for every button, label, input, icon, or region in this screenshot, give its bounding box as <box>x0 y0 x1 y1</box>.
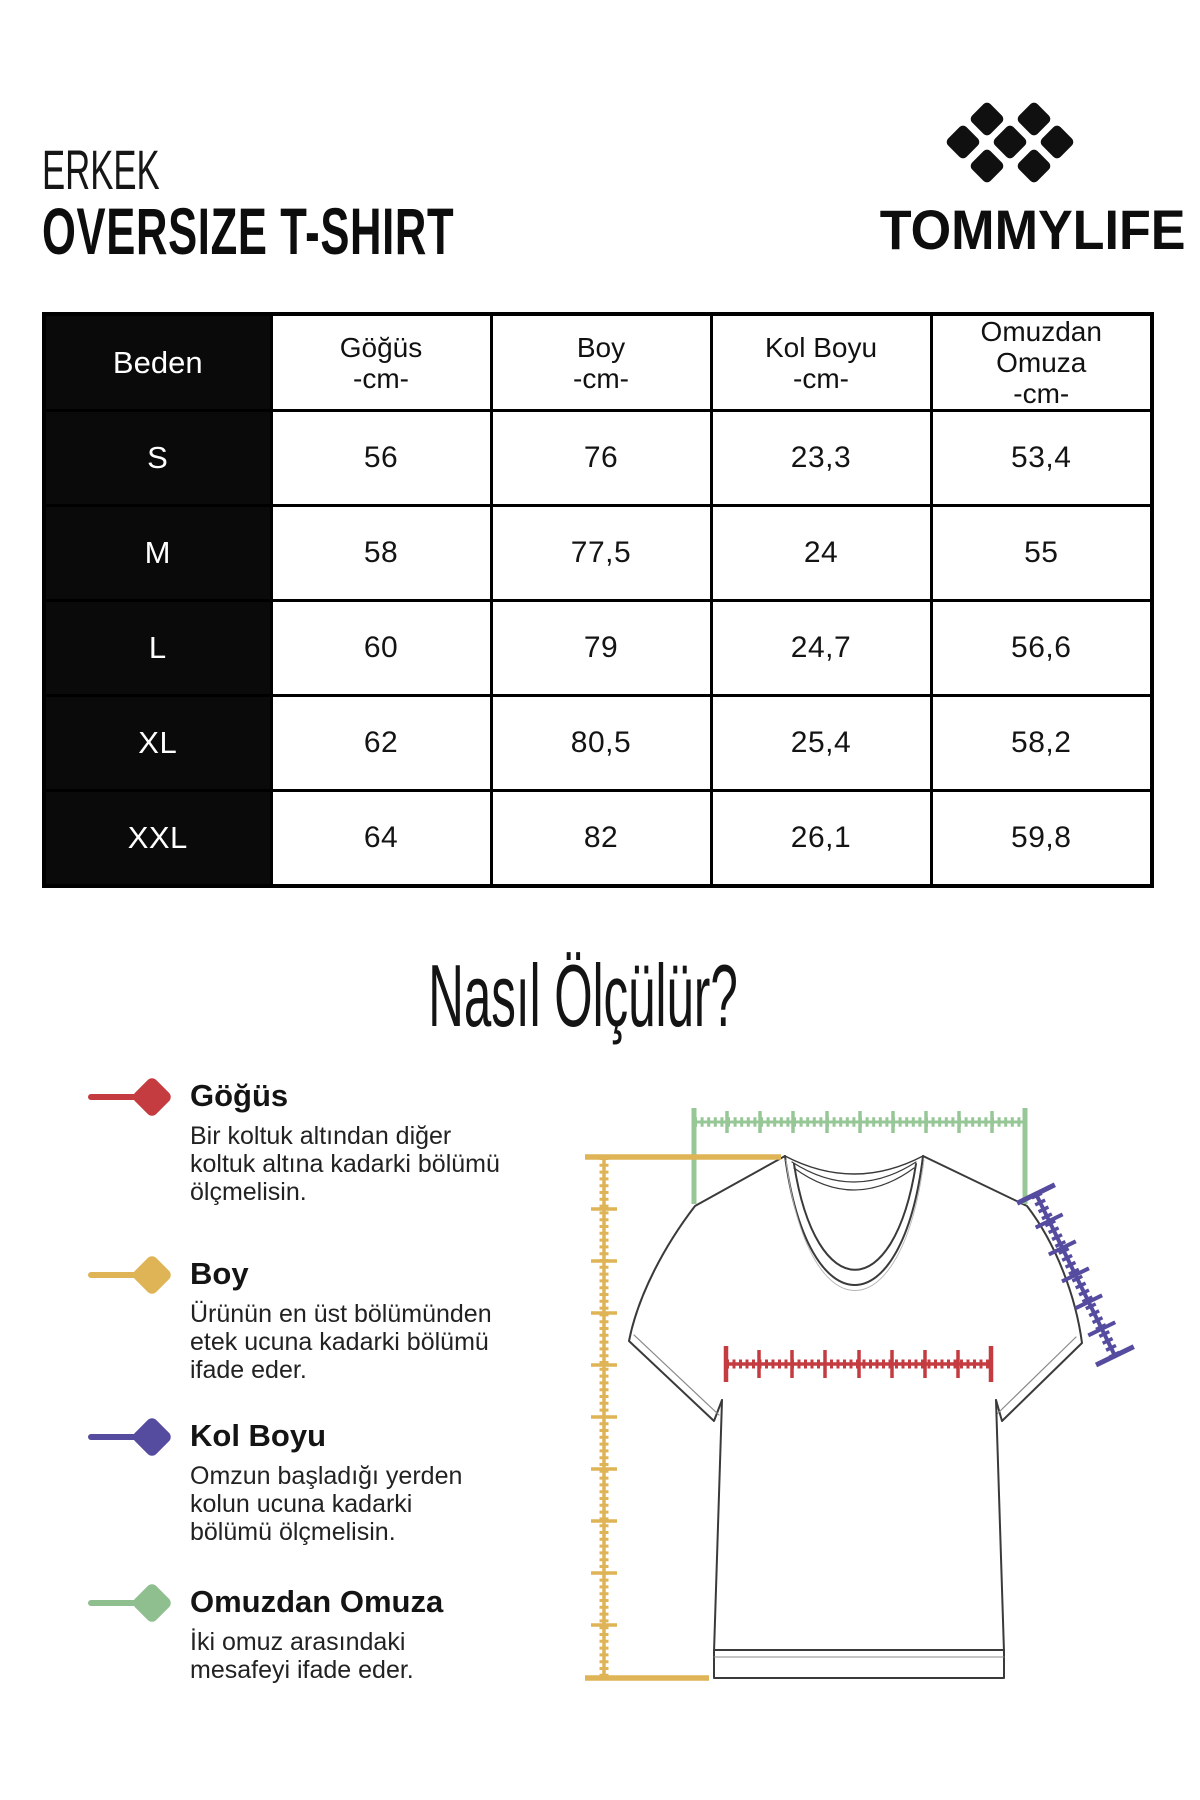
col-header-shoulder: Omuzdan Omuza -cm- <box>931 314 1152 411</box>
size-cell: L <box>44 601 271 696</box>
value-cell: 77,5 <box>491 506 711 601</box>
value-cell: 53,4 <box>931 411 1152 506</box>
tshirt-outline <box>629 1156 1082 1678</box>
section-description: Bir koltuk altından diğer koltuk altına kadarki bölümü ölçmelisin. <box>190 1122 500 1206</box>
value-cell: 62 <box>271 696 491 791</box>
page-title: OVERSIZE T-SHIRT <box>42 194 455 268</box>
value-cell: 79 <box>491 601 711 696</box>
value-cell: 25,4 <box>711 696 931 791</box>
table-row <box>44 696 1152 791</box>
section-description: Ürünün en üst bölümünden etek ucuna kadarki bölümü ifade eder. <box>190 1300 492 1384</box>
brand-diamonds-icon <box>870 96 1150 188</box>
value-cell: 76 <box>491 411 711 506</box>
yellow-diamond-icon <box>131 1254 173 1296</box>
table-row <box>44 411 1152 506</box>
purple-diamond-icon <box>131 1416 173 1458</box>
size-cell: M <box>44 506 271 601</box>
value-cell: 58 <box>271 506 491 601</box>
value-cell: 60 <box>271 601 491 696</box>
tshirt-measurement-diagram <box>480 1080 1160 1760</box>
howto-title: Nasıl Ölçülür? <box>428 946 738 1045</box>
diamond-icon <box>1039 124 1076 161</box>
green-diamond-icon <box>131 1582 173 1624</box>
value-cell: 24 <box>711 506 931 601</box>
value-cell: 56,6 <box>931 601 1152 696</box>
col-header-chest: Göğüs -cm- <box>271 314 491 411</box>
col-header-size: Beden <box>44 314 271 411</box>
col-header-length: Boy -cm- <box>491 314 711 411</box>
value-cell: 55 <box>931 506 1152 601</box>
red-diamond-icon <box>131 1076 173 1118</box>
measure-section-sleeve <box>88 1418 518 1586</box>
measure-section-shoulder <box>88 1584 518 1714</box>
col-header-sleeve: Kol Boyu -cm- <box>711 314 931 411</box>
section-heading: Kol Boyu <box>190 1418 327 1453</box>
value-cell: 80,5 <box>491 696 711 791</box>
chest-ruler <box>726 1346 991 1382</box>
table-header-row <box>44 314 1152 411</box>
value-cell: 58,2 <box>931 696 1152 791</box>
value-cell: 82 <box>491 791 711 886</box>
category-label: ERKEK <box>42 138 160 201</box>
section-description: Omzun başladığı yerden kolun ucuna kadarki bölümü ölçmelisin. <box>190 1462 463 1546</box>
measure-section-length <box>88 1256 518 1420</box>
diamond-icon <box>992 124 1029 161</box>
section-heading: Göğüs <box>190 1078 289 1113</box>
table-row <box>44 791 1152 886</box>
measure-section-chest <box>88 1078 518 1258</box>
value-cell: 23,3 <box>711 411 931 506</box>
section-description: İki omuz arasındaki mesafeyi ifade eder. <box>190 1628 414 1684</box>
table-row <box>44 506 1152 601</box>
value-cell: 59,8 <box>931 791 1152 886</box>
value-cell: 56 <box>271 411 491 506</box>
diamond-icon <box>945 124 982 161</box>
size-cell: XL <box>44 696 271 791</box>
size-cell: XXL <box>44 791 271 886</box>
size-cell: S <box>44 411 271 506</box>
value-cell: 24,7 <box>711 601 931 696</box>
table-row <box>44 601 1152 696</box>
diamond-icon <box>1015 100 1052 137</box>
diamond-icon <box>968 147 1005 184</box>
section-heading: Omuzdan Omuza <box>190 1584 444 1619</box>
size-table <box>42 312 1150 883</box>
value-cell: 64 <box>271 791 491 886</box>
value-cell: 26,1 <box>711 791 931 886</box>
diamond-icon <box>968 100 1005 137</box>
brand-logo <box>870 96 1186 261</box>
diamond-icon <box>1015 147 1052 184</box>
brand-name: TOMMYLIFE <box>879 198 1186 261</box>
length-ruler <box>585 1157 781 1678</box>
section-heading: Boy <box>190 1256 249 1291</box>
